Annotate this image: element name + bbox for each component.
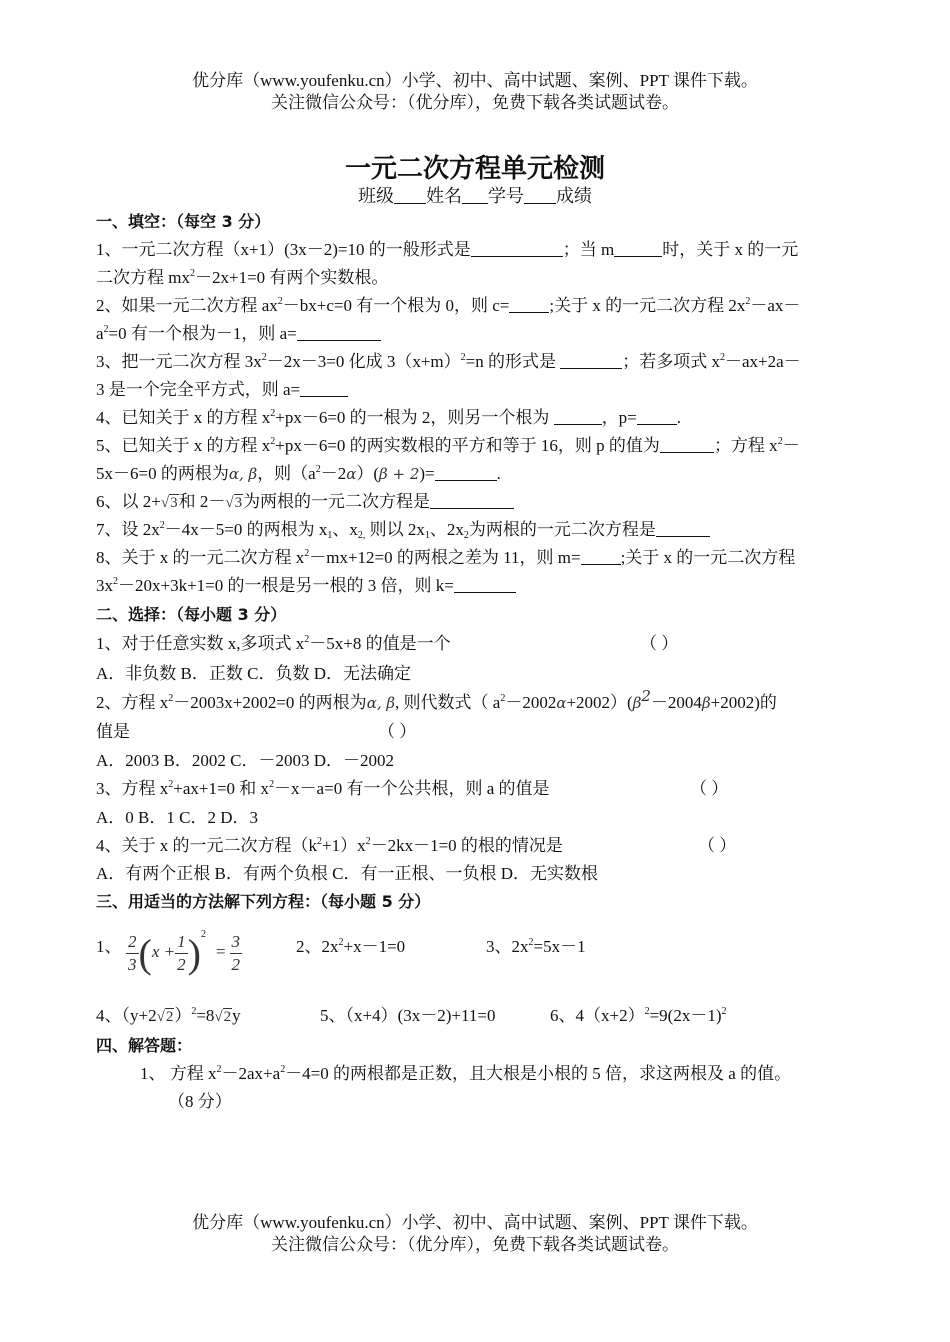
s3-problem-4: 4、$(y+2√2)^2=8√2y$ bbox=[96, 1006, 241, 1025]
s3-problem-1-equation: $\frac{2}{3}$ (x + $\frac{1}{2}$ )$^2$= $\frac{3}{2}$ bbox=[128, 929, 241, 976]
s1-q5-line1: 5、已知关于 x 的方程 $x^2+px-6=0$ 的两实数根的平方和等于 16，则 p 的值为 ；方程 $x^2-$ bbox=[96, 436, 800, 455]
s4-q1-line2: （8 分） bbox=[168, 1092, 232, 1111]
s2-q2-answer-paren[interactable]: （ ） bbox=[378, 722, 417, 741]
header-line-2: 关注微信公众号：（优分库），免费下载各类试题试卷。 bbox=[271, 93, 679, 112]
s2-q1-answer-paren[interactable]: （ ） bbox=[640, 634, 679, 653]
s1-q2-blank-2[interactable] bbox=[297, 322, 381, 341]
s1-q5-line2: 5x－6=0 的两根为α, β，则$(a^2-2\alpha)(\beta + 2)=$ . bbox=[96, 464, 501, 483]
left-paren: ( bbox=[138, 931, 152, 976]
s2-q3-answer-paren[interactable]: （ ） bbox=[690, 779, 729, 798]
s3-problem-3: 3、$2x^2=5x-1$ bbox=[486, 937, 586, 956]
student-info-line bbox=[0, 182, 950, 208]
s1-q1-blank-1[interactable] bbox=[471, 238, 563, 257]
s1-q2-blank-1[interactable] bbox=[509, 294, 549, 313]
s1-q4-line: 4、已知关于 x 的方程 $x^2+px-6=0$ 的一根为 2，则另一个根为 ，p= . bbox=[96, 408, 682, 427]
s1-q5-blank-1[interactable] bbox=[660, 434, 714, 453]
s1-q7-line: 7、设 $2x^2-4x-5=0$ 的两根为 $x_1$、$x_{2,}$ 则以 $2x_1$、$2x_2$为两根的一元二次方程是 bbox=[96, 518, 886, 542]
section-4-heading: 四、解答题： bbox=[96, 1036, 193, 1055]
fraction-two-thirds: $\frac{2}{3}$ bbox=[128, 932, 137, 974]
s2-q3-options: A．0 B．1 C．2 D．3 bbox=[96, 808, 258, 827]
s1-q8-blank-2[interactable] bbox=[454, 574, 516, 593]
s2-q3-line: 3、方程 $x^2+ax+1=0$ 和 $x^2-x-a=0$ 有一个公共根，则 a 的值是 bbox=[96, 779, 550, 798]
s2-q2-options: A．2003 B．2002 C．－2003 D．－2002 bbox=[96, 751, 394, 770]
s1-q2-line2: $a^2=0$ 有一个根为－1，则 a= bbox=[96, 322, 886, 346]
s1-q6-blank[interactable] bbox=[430, 490, 514, 509]
s3-problem-1-label: 1、 bbox=[96, 937, 122, 956]
s3-problem-2: 2、$2x^2+x-1=0$ bbox=[296, 937, 406, 956]
s1-q3-line1: 3、把一元二次方程 $3x^2-2x-3=0$ 化成 $3(x+m)^2=n$ 的形式是 ；若多项式 $x^2-ax+2a-$ bbox=[96, 352, 801, 371]
s1-q4-blank-1[interactable] bbox=[554, 406, 602, 425]
number-label: 学号 bbox=[488, 186, 524, 206]
s1-q1-line1: 1、一元二次方程（x+1）(3x－2)=10 的一般形式是 ；当 m 时，关于 x 的一元 bbox=[96, 240, 799, 259]
footer-line-2: 关注微信公众号：（优分库），免费下载各类试题试卷。 bbox=[271, 1235, 679, 1254]
s1-q8-line1: 8、关于 x 的一元二次方程 $x^2-mx+12=0$ 的两根之差为 11，则 m= ;关于 x 的一元二次方程 bbox=[96, 548, 796, 567]
sqrt-3-symbol: √3 bbox=[160, 495, 178, 511]
s4-q1-line1: 1、 方程 $x^2-2ax+a^2-4=0$ 的两根都是正数，且大根是小根的 5 倍，求这两根及 a 的值。 bbox=[140, 1064, 792, 1083]
s1-q6-line: 6、以 2+√3和 2－√3为两根的一元二次方程是 bbox=[96, 490, 886, 515]
sqrt-3-symbol: √3 bbox=[225, 495, 243, 511]
s3-problem-6: 6、$4(x+2)^2=9(2x-1)^2$ bbox=[550, 1006, 727, 1025]
s2-q2-line1: 2、方程 $x^2-2003x+2002=0$ 的两根为α, β, 则代数式（ $a^2-2002\alpha+2002)(\beta^2-2004\beta+2002)$的 bbox=[96, 687, 777, 712]
s1-q1-blank-2[interactable] bbox=[614, 238, 662, 257]
s1-q5-blank-2[interactable] bbox=[435, 462, 497, 481]
header-line-1: 优分库（www.youfenku.cn）小学、初中、高中试题、案例、PPT 课件下载。 bbox=[192, 71, 758, 90]
class-blank[interactable] bbox=[394, 185, 426, 204]
section-2-heading: 二、选择：（每小题 3 分） bbox=[96, 605, 287, 624]
s1-q8-blank-1[interactable] bbox=[581, 546, 621, 565]
s2-q4-options: A．有两个正根 B．有两个负根 C．有一正根、一负根 D．无实数根 bbox=[96, 864, 598, 883]
s1-q3-blank-1[interactable] bbox=[560, 350, 622, 369]
fraction-one-half: $\frac{1}{2}$ bbox=[177, 932, 186, 974]
number-blank[interactable] bbox=[524, 185, 556, 204]
s2-q1-options: A．非负数 B．正数 C．负数 D．无法确定 bbox=[96, 664, 411, 683]
s1-q3-line2: 3 是一个完全平方式，则 a= bbox=[96, 378, 886, 402]
fraction-three-halves: $\frac{3}{2}$ bbox=[231, 932, 241, 974]
s2-q4-line: 4、关于 x 的一元二次方程$(k^2+1)x^2-2kx-1=0$ 的根的情况是 bbox=[96, 836, 563, 855]
s2-q2-line2: 值是 bbox=[96, 722, 130, 741]
s1-q1-line2: 二次方程 $mx^2-2x+1=0$ 有两个实数根。 bbox=[96, 268, 389, 287]
name-label: 姓名 bbox=[426, 186, 462, 206]
section-3-heading: 三、用适当的方法解下列方程：（每小题 5 分） bbox=[96, 892, 431, 911]
s2-q4-answer-paren[interactable]: （ ） bbox=[698, 836, 737, 855]
sqrt-2-symbol: √2 bbox=[156, 1009, 174, 1025]
sqrt-2-symbol: √2 bbox=[214, 1009, 232, 1025]
class-label: 班级 bbox=[358, 186, 394, 206]
s3-problem-5: 5、（x+4）(3x－2)+11=0 bbox=[320, 1006, 496, 1025]
s1-q3-blank-2[interactable] bbox=[300, 378, 348, 397]
s1-q8-line2: $3x^2-20x+3k+1=0$ 的一根是另一根的 3 倍，则 k= bbox=[96, 574, 886, 598]
s1-q7-blank[interactable] bbox=[656, 518, 710, 537]
footer-line-1: 优分库（www.youfenku.cn）小学、初中、高中试题、案例、PPT 课件下载。 bbox=[192, 1213, 758, 1232]
score-label: 成绩 bbox=[556, 186, 592, 206]
page-title: 一元二次方程单元检测 bbox=[344, 154, 605, 184]
s1-q2-line1: 2、如果一元二次方程 $ax^2-bx+c=0$ 有一个根为 0，则 c= ;关于 x 的一元二次方程 $2x^2-ax-$ bbox=[96, 296, 801, 315]
right-paren: ) bbox=[187, 931, 201, 976]
section-1-heading: 一、填空：（每空 3 分） bbox=[96, 212, 271, 231]
name-blank[interactable] bbox=[462, 185, 488, 204]
alpha-beta-symbol: α, β bbox=[228, 465, 258, 483]
s2-q1-line: 1、对于任意实数 x,多项式 $x^2-5x+8$ 的值是一个 bbox=[96, 634, 451, 653]
s1-q4-blank-2[interactable] bbox=[637, 406, 677, 425]
